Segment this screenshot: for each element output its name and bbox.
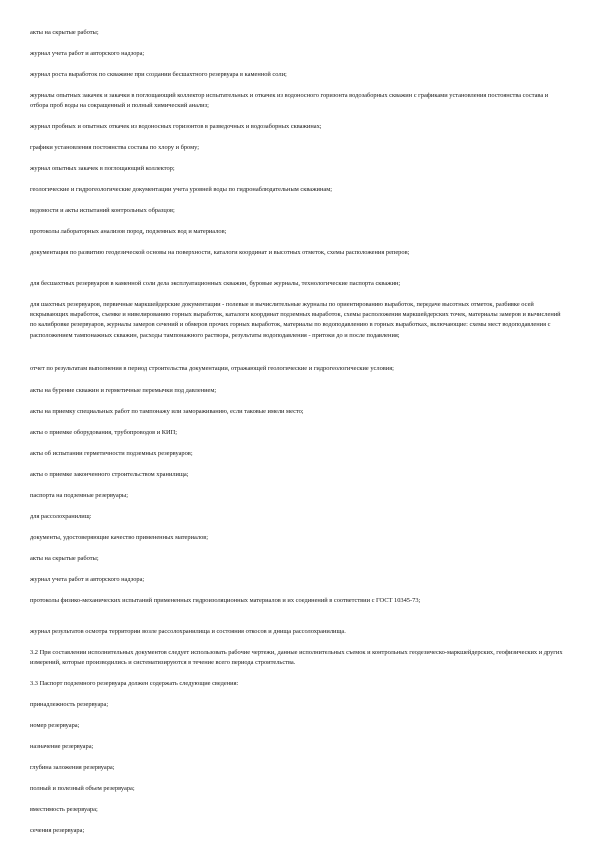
- paragraph: глубина заложения резервуара;: [30, 764, 115, 771]
- paragraph: документация по развитию геодезической основы на поверхности, каталоги координат и высотных отметок, схемы расположения реперов;: [30, 249, 410, 256]
- paragraph: акты на приемку специальных работ по тампонажу или замораживанию, если таковые имели место;: [30, 408, 304, 415]
- paragraph: журнал опытных закачек в поглощающий коллектор;: [30, 165, 175, 172]
- paragraph: акты о приемке законченного строительством хранилища;: [30, 471, 189, 478]
- paragraph: 3.2 При составлении исполнительных документов следует использовать рабочие чертежи, данные исполнительных съемок и контрольных геодезическо-маркшейдерских, геофизических и других измерений, которые производились и систематизируются в течение всего периода строительства.: [30, 649, 563, 667]
- paragraph: принадлежность резервуара;: [30, 701, 109, 708]
- paragraph: геологические и гидрогеологические документации учета уровней воды по гидронаблюдательным скважинам;: [30, 186, 333, 193]
- paragraph: протоколы физико-механических испытаний примененных гидроизоляционных материалов и их соединений в соответствии с ГОСТ 10345-73;: [30, 597, 421, 604]
- paragraph: журнал пробных и опытных откачек из водоносных горизонтов в разведочных и водозаборных скважинах;: [30, 123, 322, 130]
- paragraph: журнал учета работ и авторского надзора;: [30, 576, 145, 583]
- paragraph: для бесшахтных резервуаров в каменной соли дела эксплуатационных скважин, буровые журналы, технологические паспорта скважин;: [30, 280, 401, 287]
- paragraph: протоколы лабораторных анализов пород, подземных вод и материалов;: [30, 228, 227, 235]
- paragraph: акты об испытании герметичности подземных резервуаров;: [30, 450, 193, 457]
- paragraph: графики установления постоянства состава по хлору и брому;: [30, 144, 200, 151]
- paragraph: журнал результатов осмотра территории возле рассолохранилища и состояния откосов и днища рассолохранилища.: [30, 628, 346, 635]
- paragraph: журналы опытных закачек и закачки в поглощающий коллектор испытательных и откачек из водоносного горизонта водозаборных скважин с графиками установления постоянства состава и отбора проб воды на сокращенный и полный химический анализ;: [30, 92, 549, 110]
- paragraph: акты о приемке оборудования, трубопроводов и КИП;: [30, 429, 178, 436]
- paragraph: акты на скрытые работы;: [30, 555, 99, 562]
- paragraph: 3.3 Паспорт подземного резервуара должен содержать следующие сведения:: [30, 680, 239, 687]
- paragraph: вместимость резервуара;: [30, 806, 98, 813]
- paragraph: назначение резервуара;: [30, 743, 94, 750]
- paragraph: акты на скрытые работы;: [30, 29, 99, 36]
- paragraph: отчет по результатам выполнения в период строительства документации, отражающей геологические и гидрогеологические условия;: [30, 365, 394, 372]
- paragraph: документы, удостоверяющие качество примененных материалов;: [30, 534, 209, 541]
- paragraph: для шахтных резервуаров, первичные маркшейдерские документации - полевые и вычислительные журналы по ориентированию выработок, передаче высотных отметок, разбивке осей вскрывающих выработок, съемке и нивелированию горных выработок, каталоги координат подземных выработок, схемы расположения маркшейдерских точек, материалы замеров и вычислений по калибровке резервуаров, журналы замеров сечений и обмеров прочих горных выработок, материалы по водоподавлению в горных выработках, включающие: схемы мест водоподавления с расположением тампонажных скважин, расходы тампонажного раствора, результаты водоподавления - притоки до и после подавления;: [30, 301, 561, 339]
- paragraph: ведомости и акты испытаний контрольных образцов;: [30, 207, 175, 214]
- paragraph: для рассолохранилищ:: [30, 513, 92, 520]
- paragraph: журнал учета работ и авторского надзора;: [30, 50, 145, 57]
- paragraph: журнал роста выработок по скважине при создании бесшахтного резервуара в каменной соли;: [30, 71, 287, 78]
- paragraph: сечения резервуара;: [30, 827, 85, 834]
- paragraph: паспорта на подземные резервуары;: [30, 492, 128, 499]
- paragraph: номер резервуара;: [30, 722, 80, 729]
- paragraph: полный и полезный объем резервуара;: [30, 785, 135, 792]
- paragraph: акты на бурение скважин и герметичные перемычки под давлением;: [30, 387, 217, 394]
